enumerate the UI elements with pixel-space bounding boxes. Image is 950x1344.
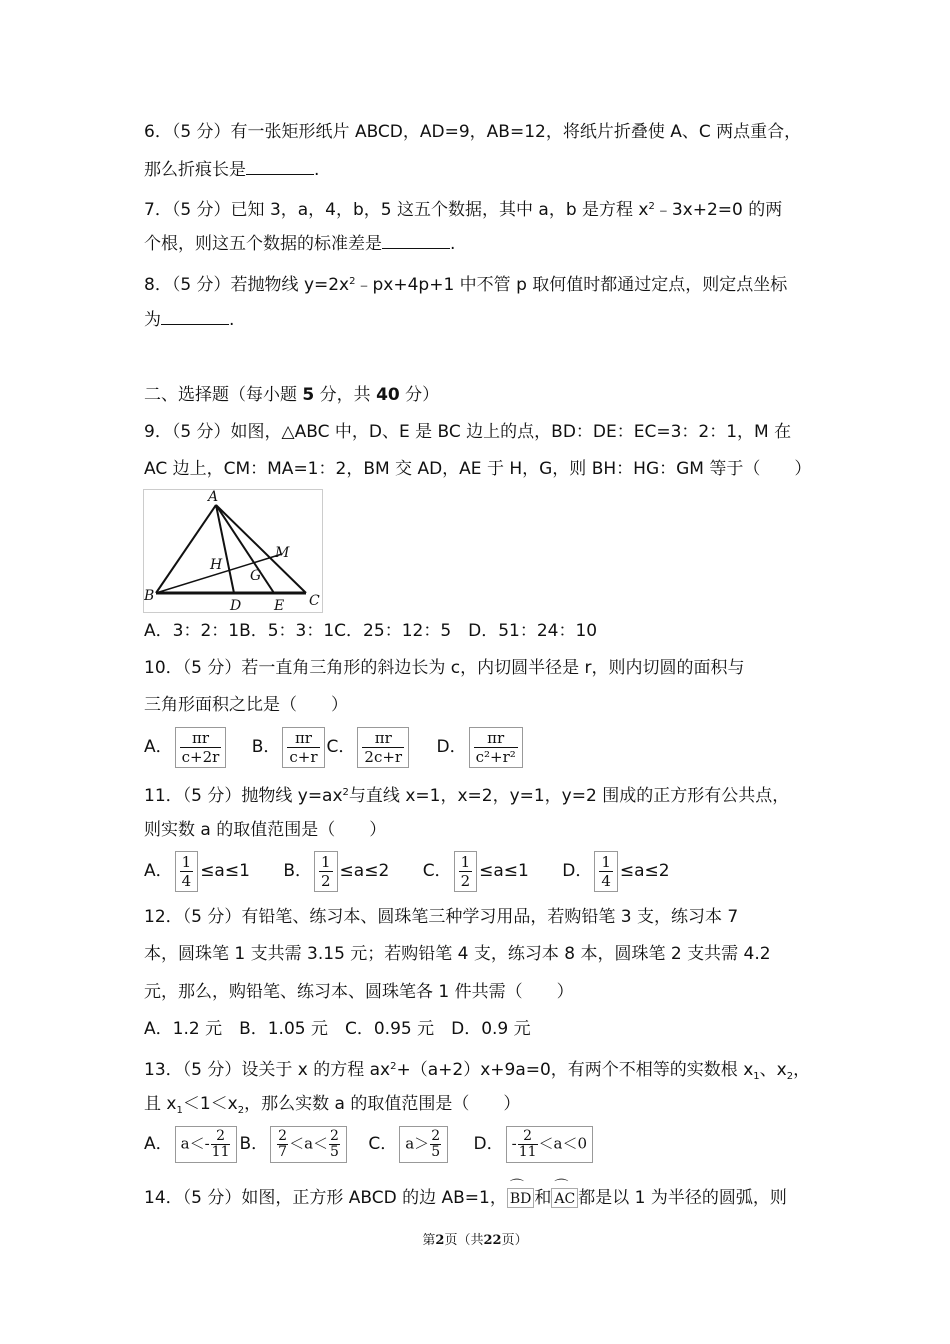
option-letter: B． [283,861,312,881]
fraction [518,1129,538,1160]
q13-text-d: ， [793,1060,811,1080]
footer-text-a: 第 [422,1233,436,1248]
q13-text2-b: ＜1＜x [182,1094,238,1114]
fraction [175,851,199,892]
q10-text: 10．（5 分）若一直角三角形的斜边长为 c，内切圆半径是 r，则内切圆的面积与 [144,658,745,678]
denominator: 2c+r [364,747,403,766]
q12-text2: 本，圆珠笔 1 支共需 3.15 元；若购铅笔 4 支，练习本 8 本，圆珠笔 2 支共需 4.2 [144,944,771,964]
subscript: 1 [176,1105,183,1116]
denominator: c+2r [181,747,220,766]
inequality [270,1126,347,1163]
numerator: πr [362,729,404,748]
q12-options [144,1017,531,1041]
q12-line2 [144,942,771,966]
q13-option-a[interactable] [144,1120,239,1168]
ineq-text: a＞ [405,1134,430,1152]
inequality [175,1126,238,1163]
label-C: C [309,593,320,609]
denominator: 5 [330,1143,339,1160]
q7-text: 7．（5 分）已知 3，a，4，b，5 这五个数据，其中 a，b 是方程 x [144,200,649,220]
q11-text2: 则实数 a 的取值范围是（ ） [144,820,387,840]
q9-line2 [144,457,811,481]
q11-option-a[interactable] [144,847,250,895]
q12-text3: 元，那么，购铅笔、练习本、圆珠笔各 1 件共需（ ） [144,982,574,1002]
q11-options [144,847,670,895]
q13-option-d[interactable] [474,1120,596,1168]
section-heading [144,383,439,407]
q13-text2-c: ，那么实数 a 的取值范围是（ ） [244,1094,521,1114]
q13-line1 [144,1055,810,1089]
q11-line1 [144,781,789,808]
q9-options-text[interactable]: A．3：2：1B．5：3：1C．25：12：5 D．51：24：10 [144,621,598,641]
q14-text-b: 都是以 1 为半径的圆弧，则 [578,1188,787,1208]
fraction [357,727,409,768]
q12-options-text[interactable]: A．1.2 元 B．1.05 元 C．0.95 元 D．0.9 元 [144,1019,531,1039]
label-A: A [208,490,219,505]
fraction [594,851,618,892]
fraction [282,727,324,768]
q14-text: 14．（5 分）如图，正方形 ABCD 的边 AB=1， [144,1188,507,1208]
numerator: 2 [278,1127,288,1144]
inequality [399,1126,448,1163]
q11-option-b[interactable] [283,847,389,895]
q8-end: . [229,310,235,330]
page-footer [0,1229,950,1248]
option-letter: C． [422,861,452,881]
numerator: 1 [601,852,611,871]
fraction [277,1129,288,1160]
q11-option-d[interactable] [562,847,669,895]
fraction [430,1129,441,1160]
q10-option-c[interactable] [327,723,412,771]
q10-option-a[interactable] [144,723,228,771]
q9-text2: AC 边上，CM：MA=1：2，BM 交 AD，AE 于 H，G，则 BH：HG：GM 等于（ ） [144,459,812,479]
q13-text: 13．（5 分）设关于 x 的方程 ax [144,1060,391,1080]
numerator: πr [180,729,222,748]
label-D: D [230,598,242,612]
q10-line1 [144,656,745,680]
q13-text-b: +（a+2）x+9a=0，有两个不相等的实数根 x [396,1060,754,1080]
triangle-diagram [144,490,322,612]
triangle-figure [143,489,323,613]
q8-line1 [144,270,787,297]
subscript: 1 [753,1071,760,1082]
fraction [329,1129,340,1160]
section-text-e: 分） [399,385,440,405]
denominator: 4 [601,871,611,890]
q10-options [144,723,525,771]
q12-line1 [144,905,738,929]
answer-blank[interactable] [246,158,314,175]
range-text: ≤a≤1 [479,861,529,881]
q10-text2: 三角形面积之比是（ ） [144,695,348,715]
q11-text-b: 与直线 x=1，x=2，y=1，y=2 围成的正方形有公共点， [348,786,790,806]
section-total: 40 [376,385,400,405]
fraction [211,1129,231,1160]
q13-text2: 且 x [144,1094,177,1114]
option-letter: A． [144,1134,173,1154]
denominator: 7 [278,1143,288,1160]
answer-blank[interactable] [382,232,450,249]
denominator: 5 [431,1143,441,1160]
numerator: 1 [181,852,192,871]
footer-text-b: 页（共 [444,1233,484,1248]
q10-option-b[interactable] [252,723,327,771]
numerator: 2 [330,1127,339,1144]
numerator: 1 [321,852,331,871]
numerator: πr [287,729,319,748]
denominator: c+r [289,747,318,766]
answer-blank[interactable] [161,308,229,325]
option-letter: B． [239,1134,269,1154]
denominator: 4 [181,871,192,890]
page-total: 22 [483,1233,502,1248]
q11-option-c[interactable] [423,847,529,895]
label-M: M [275,545,290,561]
range-text: ≤a≤2 [619,861,670,881]
q13-option-c[interactable] [368,1120,450,1168]
q7-line2 [144,232,455,256]
footer-text-c: 页） [501,1233,528,1248]
fraction [454,851,478,892]
q13-option-b[interactable] [239,1120,348,1168]
label-B: B [144,588,155,604]
q7-text-b: ﹣3x+2=0 的两 [654,200,783,220]
option-letter: D． [562,861,593,881]
ineq-text: a＜- [180,1134,210,1152]
q8-line2 [144,308,234,332]
q9-text: 9．（5 分）如图，△ABC 中，D、E 是 BC 边上的点，BD：DE：EC=3：2：1，M 在 [144,422,792,442]
exponent: 2 [390,1061,397,1072]
q12-text: 12．（5 分）有铅笔、练习本、圆珠笔三种学习用品，若购铅笔 3 支，练习本 7 [144,907,739,927]
section-text-a: 二、选择题（每小题 [144,385,303,405]
denominator: 11 [518,1143,537,1160]
option-letter: D． [473,1134,504,1154]
q10-option-d[interactable] [437,723,525,771]
q6-text2: 那么折痕长是 [144,160,246,180]
fraction [314,851,338,892]
option-letter: A． [144,861,173,881]
numerator: 1 [460,852,471,871]
subscript: 2 [786,1071,794,1082]
range-text: ≤a≤1 [200,861,250,881]
numerator: 2 [431,1127,441,1144]
q9-options [144,619,597,643]
range-text: ≤a≤2 [339,861,390,881]
q6-line2 [144,158,319,182]
option-letter: D． [436,737,467,757]
inequality [506,1126,593,1163]
q10-line2 [144,693,348,717]
numerator: 2 [518,1129,538,1145]
q6-line1 [144,120,801,144]
denominator: 2 [460,871,471,890]
q13-text-c: 、x [759,1060,787,1080]
q7-line1 [144,195,782,222]
option-letter: C． [368,1134,398,1154]
option-letter: A． [144,737,173,757]
q14-line1 [144,1186,787,1210]
q13-line2 [144,1092,520,1123]
q8-text: 8．（5 分）若抛物线 y=2x [144,275,350,295]
section-text-c: 分，共 [314,385,377,405]
fraction [469,727,523,768]
arc-ac: ⌒ AC [551,1188,578,1208]
ineq-text: - [511,1134,517,1152]
denominator: 11 [211,1143,230,1160]
section-points: 5 [302,385,315,405]
option-letter: C． [326,737,356,757]
numerator: πr [474,729,518,748]
q14-text-mid: 和 [534,1188,552,1208]
q8-text2: 为 [144,310,161,330]
q8-text-b: ﹣px+4p+1 中不管 p 取何值时都通过定点，则定点坐标 [355,275,788,295]
q6-end: . [314,160,320,180]
q13-options [144,1120,595,1168]
arc-bd: ⌒ BD [507,1188,535,1208]
q7-text2: 个根，则这五个数据的标准差是 [144,234,382,254]
q11-line2 [144,818,386,842]
q11-text: 11．（5 分）抛物线 y=ax [144,786,343,806]
page-number: 2 [435,1233,445,1248]
q9-line1 [144,420,791,444]
denominator: 2 [321,871,331,890]
numerator: 2 [211,1129,231,1145]
exponent: 2 [349,276,356,287]
option-letter: B． [251,737,281,757]
label-H: H [210,557,223,573]
q6-text: 6．（5 分）有一张矩形纸片 ABCD，AD=9，AB=12，将纸片折叠使 A、C 两点重合， [144,122,802,142]
ineq-text: ＜a＜ [289,1134,329,1152]
subscript: 2 [237,1105,245,1116]
fraction [175,727,227,768]
q7-end: . [450,234,456,254]
label-G: G [250,568,262,584]
denominator: c²+r² [475,747,516,766]
label-E: E [274,598,285,612]
exponent: 2 [648,201,655,212]
exponent: 2 [342,787,349,798]
q12-line3 [144,980,574,1004]
ineq-text: ＜a＜0 [538,1134,588,1152]
